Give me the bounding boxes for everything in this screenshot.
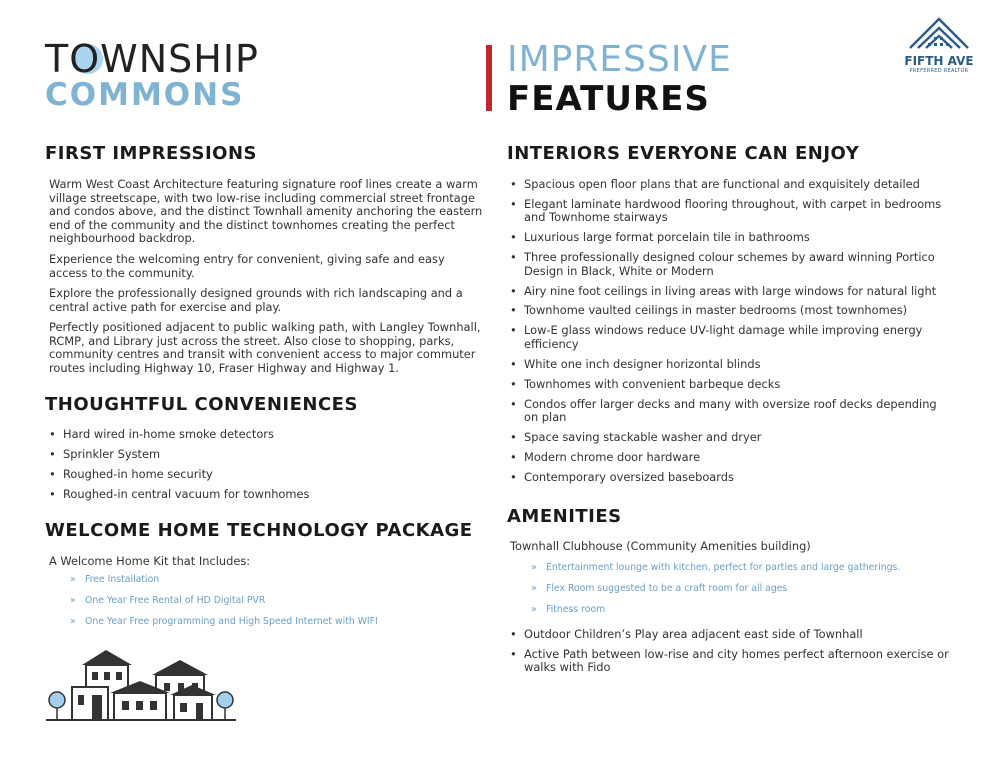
list-item: • Contemporary oversized baseboards bbox=[510, 471, 950, 485]
list-item: » Entertainment lounge with kitchen, perfect for parties and large gatherings. bbox=[531, 562, 951, 573]
townhouses-illustration bbox=[44, 645, 240, 725]
logo-line-2: COMMONS bbox=[45, 77, 245, 113]
list-item: • Modern chrome door hardware bbox=[510, 451, 950, 465]
list-item: • Elegant laminate hardwood flooring throughout, with carpet in bedrooms and Townhome stairways bbox=[510, 198, 950, 225]
list-item: » Flex Room suggested to be a craft room for all ages bbox=[531, 583, 951, 594]
list-item: • Spacious open floor plans that are functional and exquisitely detailed bbox=[510, 178, 950, 192]
logo-line-1: TOWNSHIP bbox=[45, 37, 259, 81]
list-item: » One Year Free Rental of HD Digital PVR bbox=[70, 595, 470, 606]
list-item: • Space saving stackable washer and dryer bbox=[510, 431, 950, 445]
brand-name: FIFTH AVE bbox=[904, 54, 974, 68]
conveniences-list bbox=[49, 428, 469, 508]
first-impressions-paragraph-2: Experience the welcoming entry for convenient, giving safe and easy access to the community. bbox=[49, 252, 445, 280]
technology-intro: A Welcome Home Kit that Includes: bbox=[49, 554, 251, 568]
page-title bbox=[507, 40, 732, 118]
first-impressions-heading: FIRST IMPRESSIONS bbox=[45, 143, 257, 164]
list-item: • Luxurious large format porcelain tile in bathrooms bbox=[510, 231, 950, 245]
list-item: » Free Installation bbox=[70, 574, 470, 585]
first-impressions-paragraph-3: Explore the professionally designed grounds with rich landscaping and a central active path for exercise and play. bbox=[49, 286, 463, 314]
list-item: • Hard wired in-home smoke detectors bbox=[49, 428, 469, 442]
first-impressions-paragraph-1: Warm West Coast Architecture featuring signature roof lines create a warm village streetscape, with two low-rise including commercial street frontage and condos above, and the distinct Townhall amenity anchoring the eastern end of the community and the distinct townhomes creating the perfect neighbourhood backdrop. bbox=[49, 177, 483, 245]
list-item: • Townhome vaulted ceilings in master bedrooms (most townhomes) bbox=[510, 304, 950, 318]
list-item: • Three professionally designed colour schemes by award winning Portico Design in Black, White or Modern bbox=[510, 251, 950, 278]
list-item: • Roughed-in central vacuum for townhomes bbox=[49, 488, 469, 502]
list-item: • Sprinkler System bbox=[49, 448, 469, 462]
township-commons-logo bbox=[45, 37, 259, 113]
list-item: • Condos offer larger decks and many with oversize roof decks depending on plan bbox=[510, 398, 950, 425]
list-item: • Airy nine foot ceilings in living areas with large windows for natural light bbox=[510, 285, 950, 299]
fifth-ave-brand bbox=[900, 15, 978, 75]
amenities-list bbox=[510, 628, 950, 681]
amenities-clubhouse: Townhall Clubhouse (Community Amenities building) bbox=[510, 539, 811, 553]
page-title-bottom: FEATURES bbox=[507, 79, 710, 119]
header-accent-bar bbox=[486, 45, 492, 111]
interiors-list bbox=[510, 178, 950, 491]
list-item: • Townhomes with convenient barbeque decks bbox=[510, 378, 950, 392]
list-item: • Active Path between low-rise and city homes perfect afternoon exercise or walks with Fido bbox=[510, 648, 950, 675]
list-item: • Roughed-in home security bbox=[49, 468, 469, 482]
first-impressions-paragraph-4: Perfectly positioned adjacent to public walking path, with Langley Townhall, RCMP, and Library just across the street. Also close to shopping, parks, community centres and transit with convenient access to major commuter routes including Highway 10, Fraser Highway and Highway 1. bbox=[49, 320, 481, 375]
technology-sublist bbox=[70, 574, 470, 627]
amenities-heading: AMENITIES bbox=[507, 506, 622, 527]
roof-peaks-icon bbox=[908, 15, 970, 49]
list-item: • Low-E glass windows reduce UV-light damage while improving energy efficiency bbox=[510, 324, 950, 351]
list-item: » One Year Free programming and High Speed Internet with WIFI bbox=[70, 616, 470, 627]
amenities-sublist bbox=[531, 562, 951, 615]
list-item: • Outdoor Children’s Play area adjacent east side of Townhall bbox=[510, 628, 950, 642]
interiors-heading: INTERIORS EVERYONE CAN ENJOY bbox=[507, 143, 860, 164]
conveniences-heading: THOUGHTFUL CONVENIENCES bbox=[45, 394, 358, 415]
list-item: • White one inch designer horizontal blinds bbox=[510, 358, 950, 372]
page-title-top: IMPRESSIVE bbox=[507, 39, 732, 80]
technology-heading: WELCOME HOME TECHNOLOGY PACKAGE bbox=[45, 520, 473, 541]
list-item: » Fitness room bbox=[531, 604, 951, 615]
brand-tagline: PREFERRED REALTOR bbox=[909, 68, 969, 74]
